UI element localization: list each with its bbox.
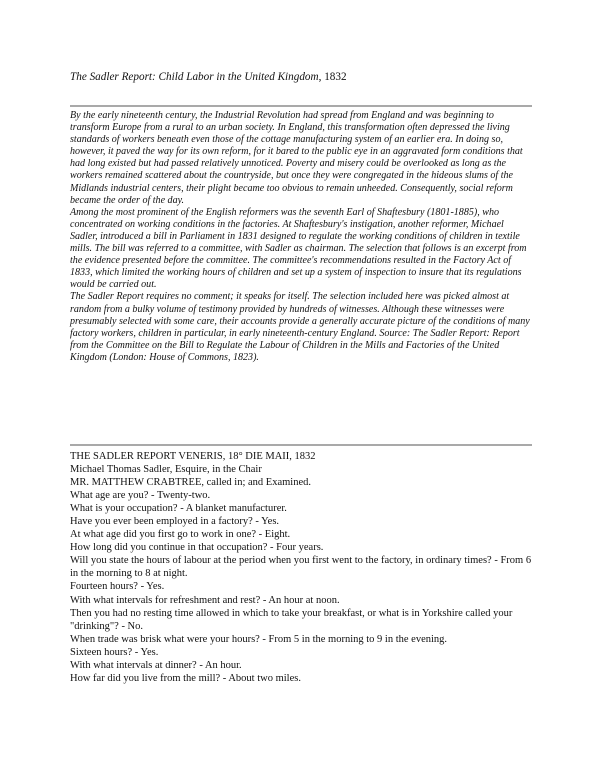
witness-line: MR. MATTHEW CRABTREE, called in; and Examined. [70,477,311,489]
testimony-line: With what intervals at dinner? - An hour. [70,659,242,671]
testimony-line: What is your occupation? - A blanket manufacturer. [70,503,287,515]
document-title [70,70,347,84]
document-title-italic: The Sadler Report: Child Labor in the United Kingdom [70,71,319,83]
chair-line: Michael Thomas Sadler, Esquire, in the Chair [70,464,262,476]
testimony-section [70,450,532,685]
testimony-line: With what intervals for refreshment and rest? - An hour at noon. [70,594,340,606]
testimony-line: Have you ever been employed in a factory? - Yes. [70,516,280,528]
testimony-line: Will you state the hours of labour at the period when you first went to the factory, in ordinary times? - From 6 in the morning to 8 at night. [70,555,532,580]
intro-paragraph: The Sadler Report requires no comment; it speaks for itself. The selection included here was picked almost at random from a bulky volume of testimony provided by hundreds of witnesses. Although these witnesses were presumably selected with some care, their accounts provide a generally accurate picture of the conditions of many factory workers, children in particular, in early nineteenth-century England. Source: The Sadler Report: Report from the Committee on the Bill to Regulate the Labour of Children in the Mills and Factories of the United Kingdom (London: House of Commons, 1823). [70,291,530,363]
report-heading: THE SADLER REPORT VENERIS, 18° DIE MAII, 1832 [70,451,316,462]
testimony-line: How far did you live from the mill? - About two miles. [70,672,301,684]
testimony-line: When trade was brisk what were your hours? - From 5 in the morning to 9 in the evening. [70,633,448,645]
intro-text [70,110,532,364]
testimony-line: Fourteen hours? - Yes. [70,581,165,593]
testimony-line: Sixteen hours? - Yes. [70,646,159,658]
intro-paragraph: Among the most prominent of the English reformers was the seventh Earl of Shaftesbury (1801-1885), who concentrated on working conditions in the factories. At Shaftesbury's instigation, another reformer, Michael Sadler, introduced a bill in Parliament in 1831 designed to regulate the working conditions of children in textile mills. The bill was referred to a committee, with Sadler as chairman. The selection that follows is an excerpt from the evidence presented before the committee. The committee's recommendations resulted in the Factory Act of 1833, which limited the working hours of children and set up a system of inspection to insure that its regulations would be carried out. [70,206,527,291]
testimony-line: What age are you? - Twenty-two. [70,490,211,502]
divider-middle [70,444,532,446]
divider-top [70,105,532,107]
document-title-year: , 1832 [318,71,347,83]
testimony-line: How long did you continue in that occupation? - Four years. [70,542,324,554]
intro-paragraph: By the early nineteenth century, the Industrial Revolution had spread from England and was beginning to transform Europe from a rural to an urban society. In England, this transformation often depressed the living standards of workers beneath even those of the cottage manufacturing system of an earlier era. In doing so, however, it paved the way for its own reform, for it bared to the public eye in an aggravated form conditions that had long existed but had passed relatively unnoticed. Poverty and misery could be overlooked as long as the workers remained scattered about the countryside, but once they were congregated in the hideous slums of the Midlands industrial centers, their plight became too obvious to remain unheeded. Consequently, social reform became the order of the day. [70,110,523,206]
testimony-line: Then you had no resting time allowed in which to take your breakfast, or what is in Yorkshire called your "drinking"? - No. [70,607,513,632]
testimony-line: At what age did you first go to work in one? - Eight. [70,529,291,541]
